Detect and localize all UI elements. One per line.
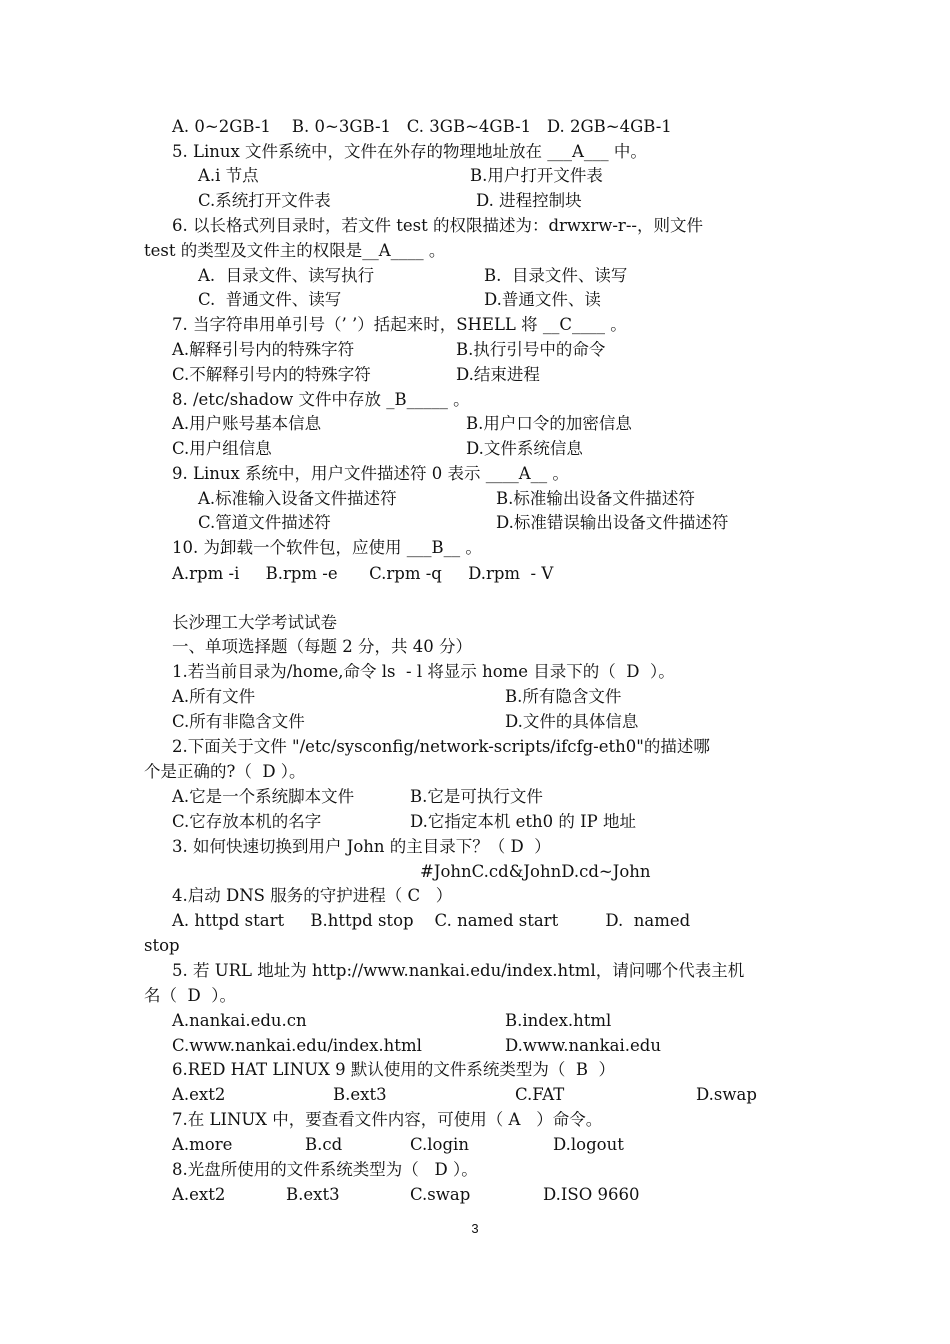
s5-option-a: A.nankai.edu.cn xyxy=(172,1011,307,1030)
q8-option-c: C.用户组信息 xyxy=(172,439,272,458)
s7-option-b: B.cd xyxy=(305,1135,343,1154)
s2-option-c: C.它存放本机的名字 xyxy=(172,812,322,831)
q6-option-c: C. 普通文件、读写 xyxy=(198,290,342,309)
s7-option-c: C.login xyxy=(410,1135,469,1154)
s6-option-d: D.swap xyxy=(696,1085,757,1104)
q9-question: 9. Linux 系统中，用户文件描述符 0 表示 ____A__ 。 xyxy=(172,464,569,483)
q8-option-a: A.用户账号基本信息 xyxy=(172,414,322,433)
q6-question-line1: 6. 以长格式列目录时，若文件 test 的权限描述为：drwxrw-r--，则文件 xyxy=(172,216,703,235)
s5-option-c: C.www.nankai.edu/index.html xyxy=(172,1036,422,1055)
q10-question: 10. 为卸载一个软件包，应使用 ___B__ 。 xyxy=(172,538,482,557)
s5-question-line1: 5. 若 URL 地址为 http://www.nankai.edu/index.html，请问哪个代表主机 xyxy=(172,961,745,980)
q5-option-d: D. 进程控制块 xyxy=(476,191,582,210)
q9-option-d: D.标准错误输出设备文件描述符 xyxy=(496,513,729,532)
q9-option-a: A.标准输入设备文件描述符 xyxy=(198,489,397,508)
q7-option-d: D.结束进程 xyxy=(456,365,540,384)
s2-question-line2: 个是正确的?（ D ）。 xyxy=(144,762,306,781)
q7-option-c: C.不解释引号内的特殊字符 xyxy=(172,365,371,384)
s4-question: 4.启动 DNS 服务的守护进程（ C ） xyxy=(172,886,453,905)
q7-option-a: A.解释引号内的特殊字符 xyxy=(172,340,355,359)
s3-question: 3. 如何快速切换到用户 John 的主目录下？（ D ） xyxy=(172,837,551,856)
s4-options-wrap: stop xyxy=(144,936,180,955)
q4-options: A. 0~2GB-1 B. 0~3GB-1 C. 3GB~4GB-1 D. 2GB~4GB-1 xyxy=(172,117,672,136)
q8-question: 8. /etc/shadow 文件中存放 _B_____ 。 xyxy=(172,390,470,409)
s2-option-a: A.它是一个系统脚本文件 xyxy=(172,787,355,806)
s7-question: 7.在 LINUX 中，要查看文件内容，可使用（ A ）命令。 xyxy=(172,1110,603,1129)
s8-option-c: C.swap xyxy=(410,1185,471,1204)
q7-question: 7. 当字符串用单引号（’ ’）括起来时，SHELL 将 __C____ 。 xyxy=(172,315,627,334)
page-number: 3 xyxy=(471,1221,479,1236)
s1-option-a: A.所有文件 xyxy=(172,687,256,706)
q5-question: 5. Linux 文件系统中，文件在外存的物理地址放在 ___A___ 中。 xyxy=(172,142,647,161)
s2-option-d: D.它指定本机 eth0 的 IP 地址 xyxy=(410,812,637,831)
q6-option-d: D.普通文件、读 xyxy=(484,290,601,309)
s6-option-c: C.FAT xyxy=(515,1085,565,1104)
q6-question-line2: test 的类型及文件主的权限是__A____ 。 xyxy=(144,241,446,260)
q10-options: A.rpm -i B.rpm -e C.rpm -q D.rpm - V xyxy=(172,564,554,583)
q9-option-c: C.管道文件描述符 xyxy=(198,513,331,532)
s1-option-b: B.所有隐含文件 xyxy=(505,687,622,706)
s8-option-b: B.ext3 xyxy=(286,1185,340,1204)
section-heading: 一、单项选择题（每题 2 分，共 40 分） xyxy=(172,637,472,656)
s4-options: A. httpd start B.httpd stop C. named start D. named xyxy=(172,911,691,930)
s6-option-a: A.ext2 xyxy=(172,1085,226,1104)
s2-option-b: B.它是可执行文件 xyxy=(410,787,543,806)
s6-option-b: B.ext3 xyxy=(333,1085,387,1104)
s5-question-line2: 名（ D ）。 xyxy=(144,986,236,1005)
s3-options: #JohnC.cd&JohnD.cd~John xyxy=(420,862,651,881)
s2-question-line1: 2.下面关于文件 "/etc/sysconfig/network-scripts/ifcfg-eth0"的描述哪 xyxy=(172,737,710,756)
q5-option-b: B.用户打开文件表 xyxy=(470,166,603,185)
q7-option-b: B.执行引号中的命令 xyxy=(456,340,606,359)
q6-option-a: A. 目录文件、读写执行 xyxy=(198,266,375,285)
s1-option-c: C.所有非隐含文件 xyxy=(172,712,305,731)
q8-option-d: D.文件系统信息 xyxy=(466,439,583,458)
s7-option-a: A.more xyxy=(172,1135,233,1154)
q6-option-b: B. 目录文件、读写 xyxy=(484,266,628,285)
s5-option-b: B.index.html xyxy=(505,1011,612,1030)
s8-option-a: A.ext2 xyxy=(172,1185,226,1204)
q5-option-c: C.系统打开文件表 xyxy=(198,191,331,210)
q9-option-b: B.标准输出设备文件描述符 xyxy=(496,489,695,508)
s1-option-d: D.文件的具体信息 xyxy=(505,712,639,731)
exam-title: 长沙理工大学考试试卷 xyxy=(172,613,337,632)
q5-option-a: A.i 节点 xyxy=(198,166,259,185)
q8-option-b: B.用户口令的加密信息 xyxy=(466,414,632,433)
s6-question: 6.RED HAT LINUX 9 默认使用的文件系统类型为（ B ） xyxy=(172,1060,615,1079)
s8-option-d: D.ISO 9660 xyxy=(543,1185,640,1204)
s8-question: 8.光盘所使用的文件系统类型为（ D ）。 xyxy=(172,1160,478,1179)
s7-option-d: D.logout xyxy=(553,1135,624,1154)
s1-question: 1.若当前目录为/home,命令 ls - l 将显示 home 目录下的（ D ）。 xyxy=(172,662,675,681)
s5-option-d: D.www.nankai.edu xyxy=(505,1036,661,1055)
